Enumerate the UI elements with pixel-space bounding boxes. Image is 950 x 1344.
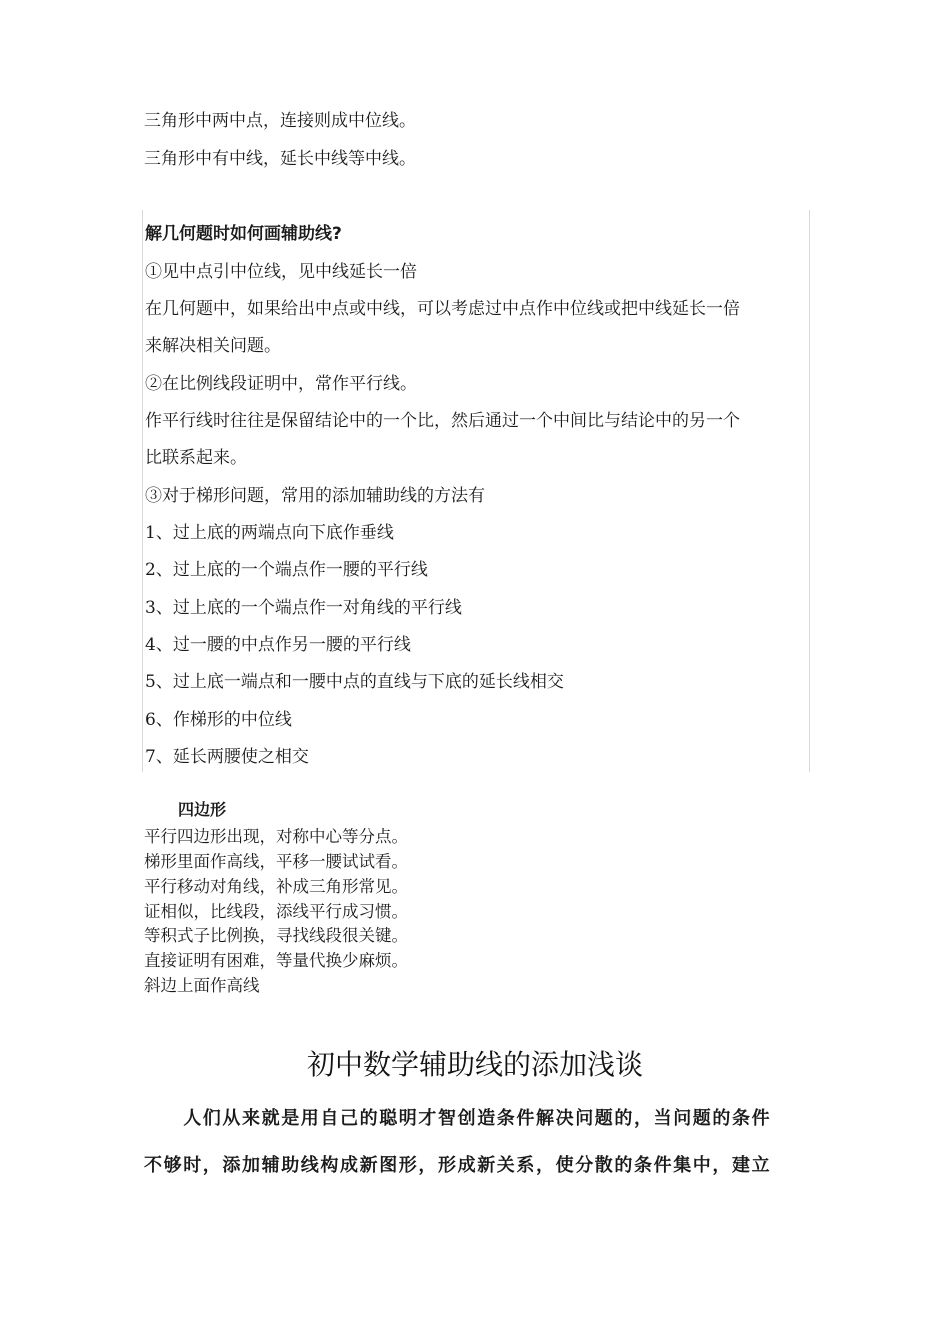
verse-line: 斜边上面作高线 (144, 976, 260, 995)
text-line: 来解决相关问题。 (145, 336, 281, 356)
paragraph-line: 不够时，添加辅助线构成新图形，形成新关系，使分散的条件集中，建立 (144, 1155, 772, 1176)
article-title: 初中数学辅助线的添加浅谈 (306, 1048, 643, 1081)
list-item: 7、延长两腰使之相交 (145, 747, 309, 767)
verse-line: 平行四边形出现，对称中心等分点。 (144, 827, 408, 846)
list-item: 4、过一腰的中点作另一腰的平行线 (145, 635, 411, 655)
auxiliary-line-methods-box (142, 210, 810, 772)
text-line: 在几何题中，如果给出中点或中线，可以考虑过中点作中位线或把中线延长一倍 (145, 299, 740, 319)
list-item: 5、过上底一端点和一腰中点的直线与下底的延长线相交 (145, 672, 564, 692)
verse-line: 平行移动对角线，补成三角形常见。 (144, 877, 408, 896)
text-line: 三角形中有中线，延长中线等中线。 (144, 149, 416, 169)
verse-line: 等积式子比例换，寻找线段很关键。 (144, 926, 408, 945)
paragraph-line: 人们从来就是用自己的聪明才智创造条件解决问题的，当问题的条件 (144, 1108, 772, 1129)
verse-line: 梯形里面作高线，平移一腰试试看。 (144, 852, 408, 871)
text-line: ②在比例线段证明中，常作平行线。 (145, 374, 417, 394)
text-line: 三角形中两中点，连接则成中位线。 (144, 111, 416, 131)
quad-heading: 四边形 (178, 800, 227, 819)
text-line: ①见中点引中位线，见中线延长一倍 (145, 262, 417, 282)
list-item: 2、过上底的一个端点作一腰的平行线 (145, 560, 428, 580)
list-item: 1、过上底的两端点向下底作垂线 (145, 523, 394, 543)
verse-line: 直接证明有困难，等量代换少麻烦。 (144, 951, 408, 970)
list-item: 3、过上底的一个端点作一对角线的平行线 (145, 598, 462, 618)
section-heading: 解几何题时如何画辅助线? (145, 224, 342, 244)
text-line: 作平行线时往往是保留结论中的一个比，然后通过一个中间比与结论中的另一个 (145, 411, 740, 431)
text-line: ③对于梯形问题，常用的添加辅助线的方法有 (145, 486, 485, 506)
list-item: 6、作梯形的中位线 (145, 710, 292, 730)
verse-line: 证相似，比线段，添线平行成习惯。 (144, 902, 408, 921)
text-line: 比联系起来。 (145, 448, 247, 468)
